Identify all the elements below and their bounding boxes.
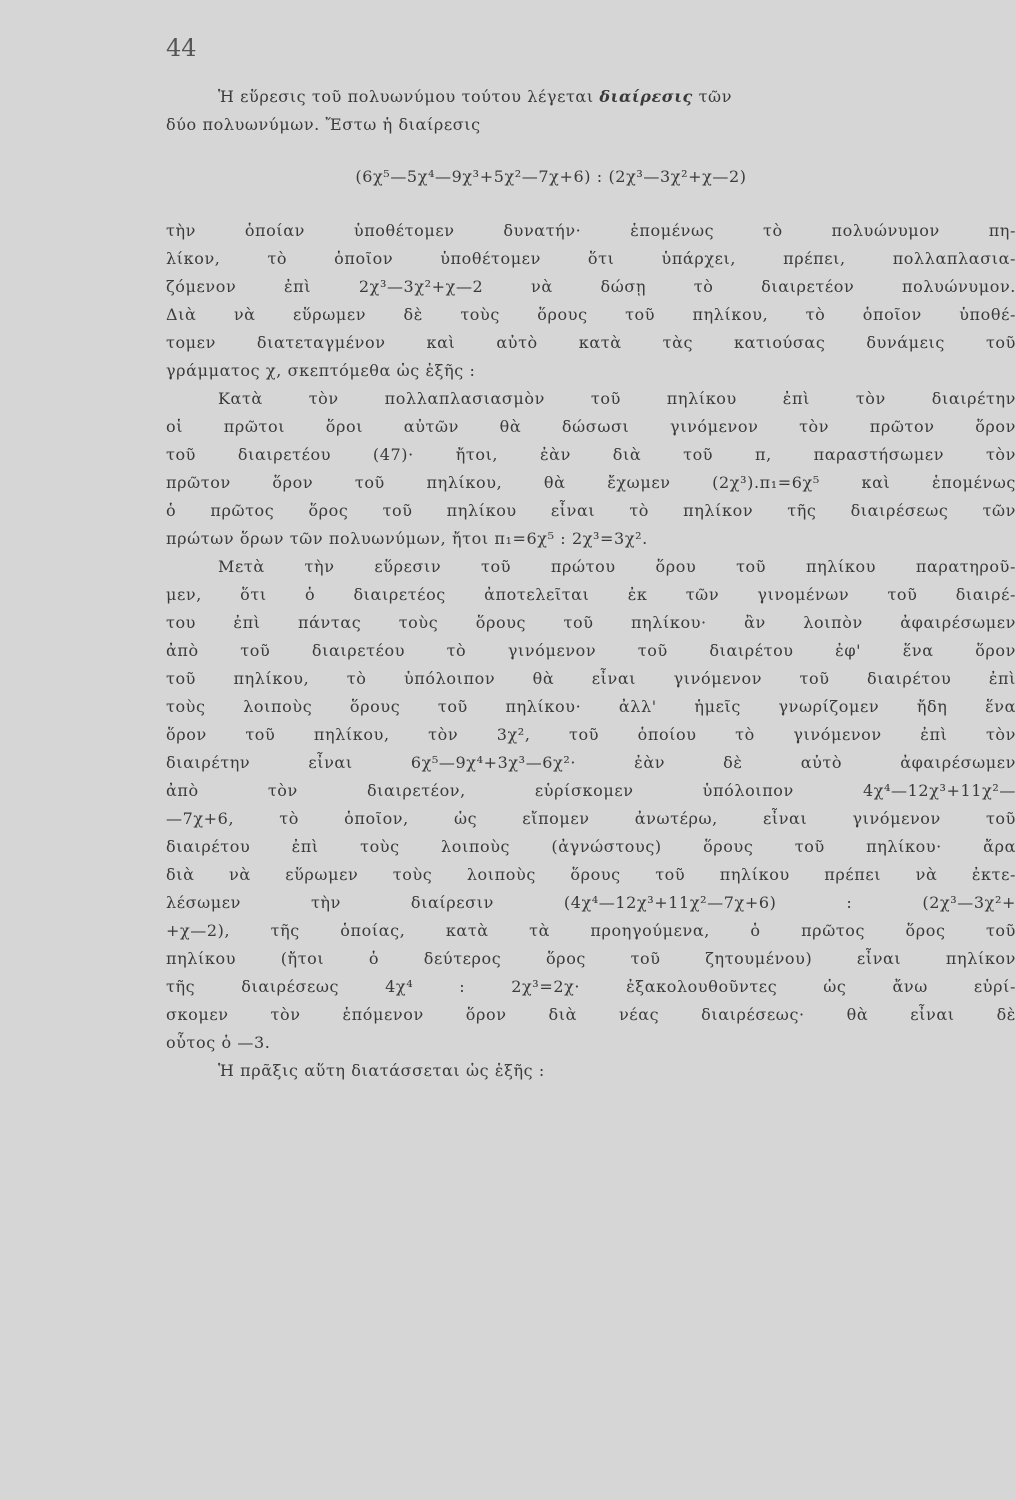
text-line: ὅρον τοῦ πηλίκου, τὸν 3χ², τοῦ ὁποίου τὸ γινόμενον ἐπὶ τὸν (166, 725, 1016, 744)
text-line: Διὰ νὰ εὕρωμεν δὲ τοὺς ὅρους τοῦ πηλίκου, τὸ ὁποῖον ὑποθέ- (166, 305, 1016, 324)
text-line: τοῦ πηλίκου, τὸ ὑπόλοιπον θὰ εἶναι γινόμενον τοῦ διαιρέτου ἐπὶ (166, 669, 1016, 688)
term-emphasis: διαίρεσις (599, 87, 693, 106)
text-line: του ἐπὶ πάντας τοὺς ὅρους τοῦ πηλίκου· ἂν λοιπὸν ἀφαιρέσωμεν (166, 613, 1016, 632)
text-block (166, 83, 1016, 1085)
text-line: +χ—2), τῆς ὁποίας, κατὰ τὰ προηγούμενα, ὁ πρῶτος ὅρος τοῦ (166, 921, 1016, 940)
text-line: ἀπὸ τὸν διαιρετέον, εὑρίσκομεν ὑπόλοιπον 4χ⁴—12χ³+11χ²— (166, 781, 1016, 800)
text-line (166, 83, 1016, 111)
text-line: λέσωμεν τὴν διαίρεσιν (4χ⁴—12χ³+11χ²—7χ+6) : (2χ³—3χ²+ (166, 893, 1016, 912)
text-line: διαιρέτην εἶναι 6χ⁵—9χ⁴+3χ³—6χ²· ἐὰν δὲ αὐτὸ ἀφαιρέσωμεν (166, 753, 1016, 772)
text-line: —7χ+6, τὸ ὁποῖον, ὡς εἴπομεν ἀνωτέρω, εἶναι γινόμενον τοῦ (166, 809, 1016, 828)
text-line: ἀπὸ τοῦ διαιρετέου τὸ γινόμενον τοῦ διαιρέτου ἐφ' ἕνα ὅρον (166, 641, 1016, 660)
text-line: ὁ πρῶτος ὅρος τοῦ πηλίκου εἶναι τὸ πηλίκον τῆς διαιρέσεως τῶν (166, 501, 1016, 520)
text-line: λίκον, τὸ ὁποῖον ὑποθέτομεν ὅτι ὑπάρχει, πρέπει, πολλαπλασια- (166, 249, 1016, 268)
text-line: Ἡ πρᾶξις αὕτη διατάσσεται ὡς ἑξῆς : (218, 1061, 545, 1080)
text-line: πηλίκου (ἤτοι ὁ δεύτερος ὅρος τοῦ ζητουμένου) εἶναι πηλίκον (166, 949, 1016, 968)
text-line: σκομεν τὸν ἑπόμενον ὅρον διὰ νέας διαιρέσεως· θὰ εἶναι δὲ (166, 1005, 1016, 1024)
text-line: δύο πολυωνύμων. Ἔστω ἡ διαίρεσις (166, 115, 481, 134)
page-number: 44 (166, 34, 197, 62)
text-line: πρῶτον ὅρον τοῦ πηλίκου, θὰ ἔχωμεν (2χ³).π₁=6χ⁵ καὶ ἑπομένως (166, 473, 1016, 492)
text-line: οἱ πρῶτοι ὅροι αὐτῶν θὰ δώσωσι γινόμενον τὸν πρῶτον ὅρον (166, 417, 1016, 436)
text-line: τοῦ διαιρετέου (47)· ἤτοι, ἐὰν διὰ τοῦ π, παραστήσωμεν τὸν (166, 445, 1016, 464)
text-line: τομεν διατεταγμένον καὶ αὐτὸ κατὰ τὰς κατιούσας δυνάμεις τοῦ (166, 333, 1016, 352)
text-line: μεν, ὅτι ὁ διαιρετέος ἀποτελεῖται ἐκ τῶν γινομένων τοῦ διαιρέ- (166, 585, 1016, 604)
text-line: διαιρέτου ἐπὶ τοὺς λοιποὺς (ἀγνώστους) ὅρους τοῦ πηλίκου· ἄρα (166, 837, 1016, 856)
division-formula: (6χ⁵—5χ⁴—9χ³+5χ²—7χ+6) : (2χ³—3χ²+χ—2) (355, 167, 747, 186)
text-line: τῆς διαιρέσεως 4χ⁴ : 2χ³=2χ· ἐξακολουθοῦντες ὡς ἄνω εὑρί- (166, 977, 1016, 996)
text-span: Ἡ εὕρεσις τοῦ πολυωνύμου τούτου λέγεται (218, 87, 600, 106)
text-line: τοὺς λοιποὺς ὅρους τοῦ πηλίκου· ἀλλ' ἡμεῖς γνωρίζομεν ἤδη ἕνα (166, 697, 1016, 716)
text-line: οὗτος ὁ —3. (166, 1033, 271, 1052)
text-line: πρώτων ὅρων τῶν πολυωνύμων, ἤτοι π₁=6χ⁵ : 2χ³=3χ². (166, 529, 648, 548)
text-line: ζόμενον ἐπὶ 2χ³—3χ²+χ—2 νὰ δώσῃ τὸ διαιρετέον πολυώνυμον. (166, 277, 1016, 296)
text-line: διὰ νὰ εὕρωμεν τοὺς λοιποὺς ὅρους τοῦ πηλίκου πρέπει νὰ ἐκτε- (166, 865, 1016, 884)
text-span: τῶν (692, 87, 733, 106)
text-line: γράμματος χ, σκεπτόμεθα ὡς ἑξῆς : (166, 361, 476, 380)
text-line: τὴν ὁποίαν ὑποθέτομεν δυνατήν· ἑπομένως τὸ πολυώνυμον πη- (166, 221, 1016, 240)
text-line: Κατὰ τὸν πολλαπλασιασμὸν τοῦ πηλίκου ἐπὶ τὸν διαιρέτην (218, 389, 1016, 408)
text-line: Μετὰ τὴν εὕρεσιν τοῦ πρώτου ὅρου τοῦ πηλίκου παρατηροῦ- (218, 557, 1016, 576)
